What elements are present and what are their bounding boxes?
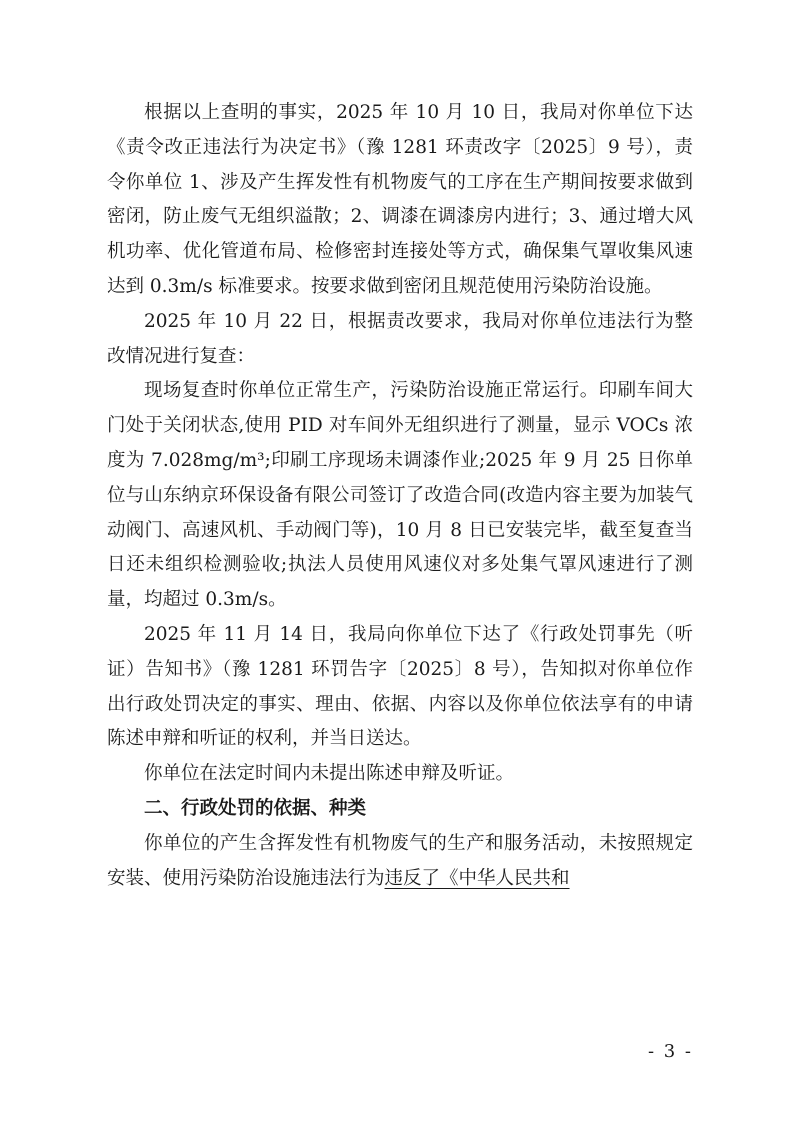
paragraph-no-hearing: 你单位在法定时间内未提出陈述申辩及听证。 [144,763,515,785]
document-body [107,96,693,896]
paragraph-reinspection-date: 2025 年 10 月 22 日，根据责改要求，我局对你单位违法行为整改情况进行复查： [107,310,693,367]
paragraph-reinspection-findings: 现场复查时你单位正常生产，污染防治设施正常运行。印刷车间大门处于关闭状态,使用 PID 对车间外无组织进行了测量，显示 VOCs 浓度为 7.028mg/m³;印刷工序现场未调漆作业;2025 年 9 月 25 日你单位与山东纳京环保设备有限公司签订了改造合同(改造内容主要为加装气动阀门、高速风机、手动阀门等)，10 月 8 日已安装完毕，截至复查当日还未组织检测验收;执法人员使用风速仪对多处集气罩风速进行了测量，均超过 0.3m/s。 [107,380,693,611]
paragraph-violation-basis [107,827,693,897]
section-heading: 二、行政处罚的依据、种类 [144,797,367,819]
underlined-law-reference: 违反了《中华人民共和 [384,867,570,889]
paragraph-rectification-order: 根据以上查明的事实，2025 年 10 月 10 日，我局对你单位下达《责令改正违法行为决定书》（豫 1281 环责改字〔2025〕9 号），责令你单位 1、涉及产生挥发性有机物废气的工序在生产期间按要求做到密闭，防止废气无组织溢散；2、调漆在调漆房内进行；3、通过增大风机功率、优化管道布局、检修密封连接处等方式，确保集气罩收集风速达到 0.3m/s 标准要求。按要求做到密闭且规范使用污染防治设施。 [107,102,693,297]
violation-text: 你单位的产生含挥发性有机物废气的生产和服务活动，未按照规定安装、使用污染防治设施违法行为 [107,832,693,889]
page-number: - 3 - [647,1041,693,1062]
paragraph-penalty-notice: 2025 年 11 月 14 日，我局向你单位下达了《行政处罚事先（听证）告知书》（豫 1281 环罚告字〔2025〕8 号），告知拟对你单位作出行政处罚决定的事实、理由、依据、内容以及你单位依法享有的申请陈述申辩和听证的权利，并当日送达。 [107,623,693,750]
